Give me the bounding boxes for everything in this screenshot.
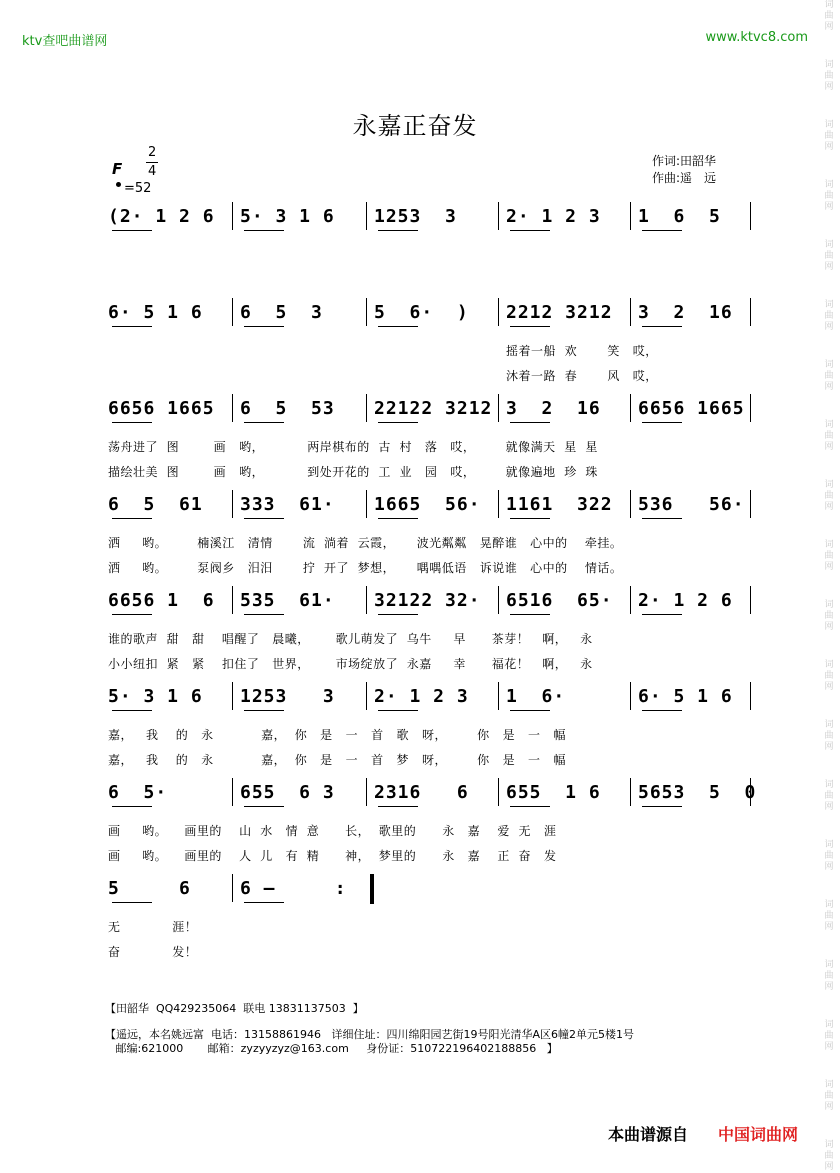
- beam-underline: [244, 422, 284, 423]
- beam-underline: [642, 326, 682, 327]
- beam-underline: [244, 806, 284, 807]
- bar-line: [750, 298, 751, 326]
- beam-underline: [112, 614, 152, 615]
- bar-line: [366, 202, 367, 230]
- bar-line: [232, 298, 233, 326]
- beam-underline: [112, 326, 152, 327]
- lyric-line: 洒 哟。 泵阀乡 汨汨 拧 开了 梦想， 喁喁低语 诉说谁 心中的 情话。: [108, 561, 623, 575]
- beam-underline: [642, 518, 682, 519]
- measure-notes: 6· 5 1 6: [638, 686, 733, 707]
- beam-underline: [244, 710, 284, 711]
- bar-line: [366, 682, 367, 710]
- bar-line: [498, 586, 499, 614]
- bar-line: [498, 490, 499, 518]
- bar-line: [750, 586, 751, 614]
- watermark-text: 词曲网: [824, 240, 834, 272]
- bar-line: [232, 586, 233, 614]
- beam-underline: [510, 326, 550, 327]
- bar-line: [232, 490, 233, 518]
- bar-line: [630, 682, 631, 710]
- watermark-text: 词曲网: [824, 720, 834, 752]
- key-signature-letter: F: [112, 160, 123, 178]
- measure-notes: 6656 1665: [638, 398, 745, 419]
- measure-notes: 6656 1 6: [108, 590, 215, 611]
- measure-notes: 1253 3: [374, 206, 457, 227]
- measure-notes: 5· 3 1 6: [240, 206, 335, 227]
- watermark-text: 词曲网: [824, 1020, 834, 1052]
- beam-underline: [378, 422, 418, 423]
- watermark-text: 词曲网: [824, 600, 834, 632]
- song-title: 永嘉正奋发: [352, 112, 478, 140]
- bar-line: [498, 394, 499, 422]
- watermark-text: 词曲网: [824, 480, 834, 512]
- measure-notes: 6 5 61: [108, 494, 203, 515]
- bar-line: [366, 490, 367, 518]
- measure-notes: 1665 56·: [374, 494, 481, 515]
- bar-line: [232, 394, 233, 422]
- watermark-text: 词曲网: [824, 840, 834, 872]
- quarter-note-icon: [116, 182, 121, 187]
- measure-notes: 32122 32·: [374, 590, 481, 611]
- beam-underline: [378, 326, 418, 327]
- measure-notes: 6· 5 1 6: [108, 302, 203, 323]
- beam-underline: [378, 230, 418, 231]
- measure-notes: 5 6: [108, 878, 191, 899]
- measure-notes: 333 61·: [240, 494, 335, 515]
- bar-line: [370, 874, 374, 904]
- watermark-text: 词曲网: [824, 540, 834, 572]
- measure-notes: 1 6·: [506, 686, 566, 707]
- lyric-line: 无 涯！: [108, 920, 198, 934]
- bar-line: [750, 202, 751, 230]
- bar-line: [630, 202, 631, 230]
- measure-notes: 1253 3: [240, 686, 335, 707]
- bar-line: [750, 394, 751, 422]
- lyric-line: 画 哟。 画里的 山 水 情 意 长， 歌里的 永 嘉 爱 无 涯: [108, 824, 557, 838]
- beam-underline: [510, 614, 550, 615]
- lyric-line: 嘉， 我 的 永 嘉， 你 是 一 首 歌 呀， 你 是 一 幅: [108, 728, 566, 742]
- beam-underline: [112, 710, 152, 711]
- beam-underline: [378, 710, 418, 711]
- watermark-text: 词曲网: [824, 960, 834, 992]
- beam-underline: [642, 710, 682, 711]
- measure-notes: 22122 3212: [374, 398, 493, 419]
- bar-line: [750, 490, 751, 518]
- lyric-line: 谁的歌声 甜 甜 唱醒了 晨曦， 歌儿萌发了 乌牛 早 茶芽！ 啊， 永: [108, 632, 593, 646]
- time-signature-bottom: 4: [148, 164, 157, 179]
- measure-notes: 2316 6: [374, 782, 469, 803]
- measure-notes: 536 56·: [638, 494, 745, 515]
- bar-line: [232, 682, 233, 710]
- measure-notes: 6 5 3: [240, 302, 323, 323]
- beam-underline: [378, 518, 418, 519]
- beam-underline: [244, 326, 284, 327]
- watermark-text: 词曲网: [824, 900, 834, 932]
- bar-line: [750, 778, 751, 806]
- beam-underline: [244, 518, 284, 519]
- measure-notes: 5653 5 0: [638, 782, 757, 803]
- watermark-text: 词曲网: [824, 420, 834, 452]
- measure-notes: 6 — :: [240, 878, 347, 899]
- measure-notes: 655 6 3: [240, 782, 335, 803]
- watermark-text: 词曲网: [824, 180, 834, 212]
- watermark-text: 词曲网: [824, 1140, 834, 1172]
- watermark-text: 词曲网: [824, 780, 834, 812]
- beam-underline: [642, 422, 682, 423]
- lyricist-credit: 作词:田韶华: [652, 154, 717, 168]
- measure-notes: 1161 322: [506, 494, 613, 515]
- bar-line: [498, 778, 499, 806]
- lyric-line: 摇着一船 欢 笑 哎，: [506, 344, 658, 358]
- lyric-line: 画 哟。 画里的 人 儿 有 精 神， 梦里的 永 嘉 正 奋 发: [108, 849, 557, 863]
- measure-notes: 1 6 5: [638, 206, 721, 227]
- measure-notes: 5 6· ): [374, 302, 469, 323]
- measure-notes: 2· 1 2 6: [638, 590, 733, 611]
- beam-underline: [378, 806, 418, 807]
- bar-line: [232, 778, 233, 806]
- measure-notes: 535 61·: [240, 590, 335, 611]
- lyric-line: 洒 哟。 楠溪江 清情 流 淌着 云霞， 波光粼粼 晃醉谁 心中的 牵挂。: [108, 536, 623, 550]
- beam-underline: [510, 806, 550, 807]
- beam-underline: [510, 422, 550, 423]
- footer-lyricist-contact: 【田韶华 QQ429235064 联电 13831137503 】: [105, 1002, 364, 1015]
- beam-underline: [642, 806, 682, 807]
- lyric-line: 描绘壮美 图 画 哟， 到处开花的 工 业 园 哎， 就像遍地 珍 珠: [108, 465, 598, 479]
- bar-line: [366, 778, 367, 806]
- beam-underline: [642, 614, 682, 615]
- composer-credit: 作曲:遥 远: [652, 171, 717, 185]
- lyric-line: 嘉， 我 的 永 嘉， 你 是 一 首 梦 呀， 你 是 一 幅: [108, 753, 566, 767]
- measure-notes: 2212 3212: [506, 302, 613, 323]
- measure-notes: (2· 1 2 6: [108, 206, 215, 227]
- bar-line: [630, 490, 631, 518]
- beam-underline: [378, 614, 418, 615]
- measure-notes: 5· 3 1 6: [108, 686, 203, 707]
- bar-line: [498, 682, 499, 710]
- beam-underline: [244, 614, 284, 615]
- site-url-right[interactable]: www.ktvc8.com: [705, 30, 808, 45]
- time-signature-bar: [146, 162, 158, 163]
- watermark-text: 词曲网: [824, 300, 834, 332]
- bar-line: [630, 298, 631, 326]
- beam-underline: [510, 518, 550, 519]
- bar-line: [630, 778, 631, 806]
- bar-line: [232, 202, 233, 230]
- measure-notes: 2· 1 2 3: [506, 206, 601, 227]
- source-label: 本曲谱源自: [608, 1125, 689, 1144]
- bar-line: [366, 586, 367, 614]
- tempo-marking: =52: [124, 181, 152, 196]
- watermark-text: 词曲网: [824, 0, 834, 32]
- lyric-line: 奋 发！: [108, 945, 198, 959]
- key-signature: [112, 160, 122, 178]
- watermark-text: 词曲网: [824, 120, 834, 152]
- lyric-line: 小小纽扣 紧 紧 扣住了 世界， 市场绽放了 永嘉 幸 福花！ 啊， 永: [108, 657, 593, 671]
- bar-line: [498, 202, 499, 230]
- watermark-text: 词曲网: [824, 660, 834, 692]
- watermark-text: 词曲网: [824, 360, 834, 392]
- measure-notes: 3 2 16: [506, 398, 601, 419]
- site-name-left[interactable]: ktv查吧曲谱网: [22, 34, 108, 49]
- footer-composer-contact: 【遥远，本名姚远富 电话：13158861946 详细住址：四川绵阳园艺街19号阳光清华A区6幢2单元5楼1号: [105, 1028, 634, 1041]
- watermark-text: 词曲网: [824, 60, 834, 92]
- watermark-text: 词曲网: [824, 1080, 834, 1112]
- bar-line: [750, 682, 751, 710]
- bar-line: [366, 298, 367, 326]
- source-site-link[interactable]: 中国词曲网: [718, 1125, 799, 1144]
- lyric-line: 荡舟进了 图 画 哟， 两岸棋布的 古 村 落 哎， 就像满天 星 星: [108, 440, 598, 454]
- bar-line: [366, 394, 367, 422]
- bar-line: [630, 586, 631, 614]
- side-watermark: [814, 0, 836, 1172]
- beam-underline: [244, 230, 284, 231]
- beam-underline: [112, 902, 152, 903]
- footer-composer-address: 邮编:621000 邮箱：zyzyyzyz@163.com 身份证：510722196402188856 】: [105, 1042, 558, 1055]
- measure-notes: 6 5·: [108, 782, 168, 803]
- bar-line: [498, 298, 499, 326]
- beam-underline: [510, 710, 550, 711]
- measure-notes: 2· 1 2 3: [374, 686, 469, 707]
- bar-line: [630, 394, 631, 422]
- measure-notes: 655 1 6: [506, 782, 601, 803]
- beam-underline: [112, 230, 152, 231]
- time-signature-top: 2: [148, 145, 157, 160]
- measure-notes: 6516 65·: [506, 590, 613, 611]
- beam-underline: [642, 230, 682, 231]
- beam-underline: [112, 518, 152, 519]
- bar-line: [232, 874, 233, 902]
- lyric-line: 沐着一路 春 风 哎，: [506, 369, 658, 383]
- beam-underline: [112, 806, 152, 807]
- measure-notes: 3 2 16: [638, 302, 733, 323]
- beam-underline: [112, 422, 152, 423]
- measure-notes: 6 5 53: [240, 398, 335, 419]
- measure-notes: 6656 1665: [108, 398, 215, 419]
- beam-underline: [244, 902, 284, 903]
- beam-underline: [510, 230, 550, 231]
